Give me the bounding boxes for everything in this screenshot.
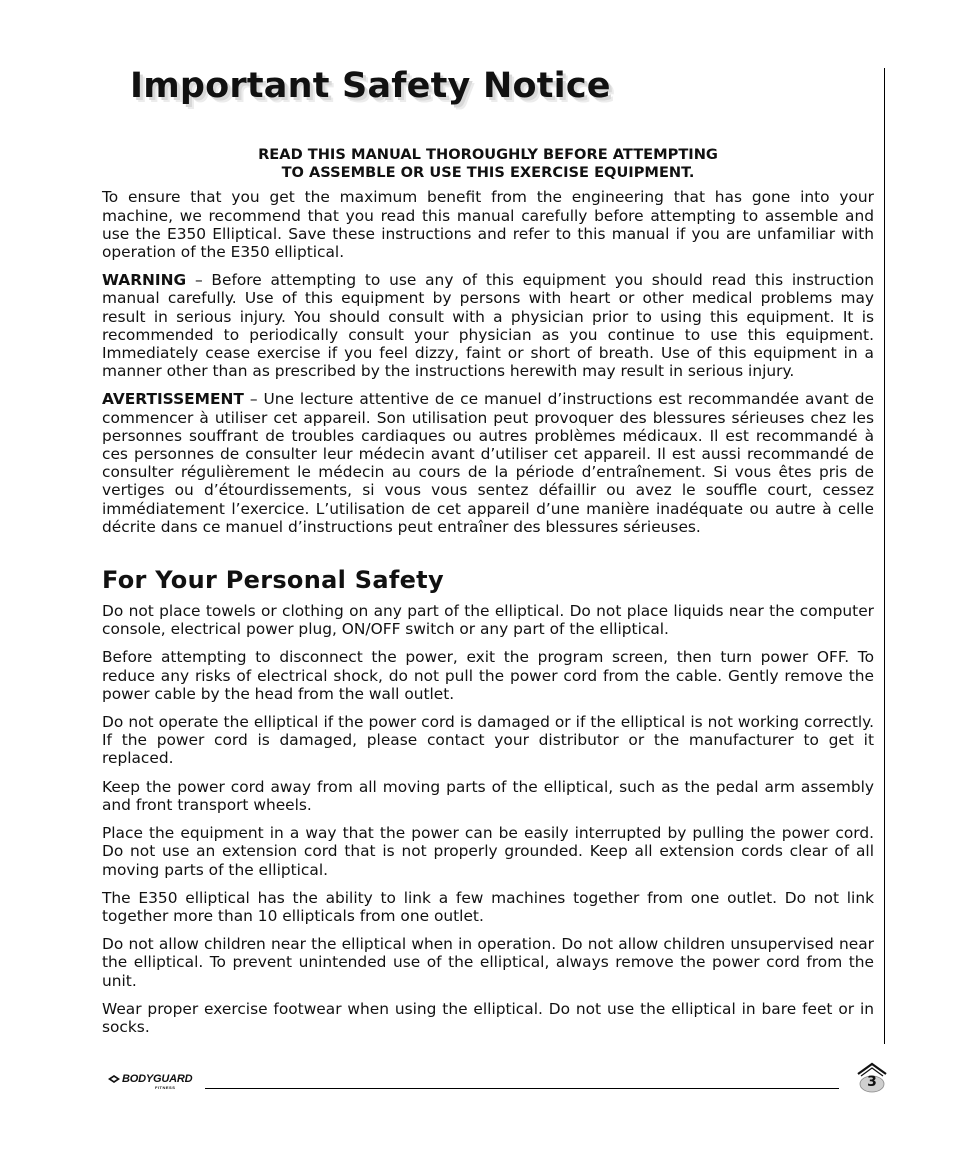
page-number: 3	[867, 1074, 877, 1090]
read-notice-line-2: TO ASSEMBLE OR USE THIS EXERCISE EQUIPMENT.	[281, 164, 695, 182]
warning-label: WARNING	[102, 271, 187, 290]
read-manual-notice	[102, 146, 874, 182]
footer-rule	[205, 1088, 839, 1089]
avertissement-paragraph	[102, 390, 874, 536]
safety-paragraph: Do not operate the elliptical if the power cord is damaged or if the elliptical is not working correctly. If the power cord is damaged, please contact your distributor or the manufacturer to get it replaced.	[102, 713, 874, 768]
warning-text: – Before attempting to use any of this equipment you should read this instruction manual carefully. Use of this equipment by persons with heart or other medical problems may result in serious injury. You should consult with a physician prior to using this equipment. It is recommended to periodically consult your physician as you continue to use this equipment. Immediately cease exercise if you feel dizzy, faint or short of breath. Use of this equipment in a manner other than as prescribed by the instructions herewith may result in serious injury.	[102, 271, 874, 381]
section-heading: For Your Personal Safety	[102, 566, 444, 595]
safety-paragraph: Keep the power cord away from all moving parts of the elliptical, such as the pedal arm assembly and front transport wheels.	[102, 777, 874, 814]
logo-subtext: FITNESS	[155, 1085, 176, 1090]
bodyguard-mark-icon	[107, 1074, 121, 1084]
logo-wordmark: BODYGUARD	[122, 1073, 193, 1085]
intro-paragraph: To ensure that you get the maximum benefit from the engineering that has gone into your machine, we recommend that you read this manual carefully before attempting to assemble and use the E350 Elliptical. Save these instructions and refer to this manual if you are unfamiliar with operation of the E350 elliptical.	[102, 188, 874, 262]
safety-paragraph: The E350 elliptical has the ability to link a few machines together from one outlet. Do not link together more than 10 ellipticals from one outlet.	[102, 888, 874, 925]
read-notice-line-1: READ THIS MANUAL THOROUGHLY BEFORE ATTEMPTING	[258, 146, 718, 163]
safety-paragraph: Wear proper exercise footwear when using the elliptical. Do not use the elliptical in bare feet or in socks.	[102, 999, 874, 1036]
avertissement-label: AVERTISSEMENT	[102, 390, 244, 409]
page-title: Important Safety Notice	[130, 66, 611, 106]
safety-paragraph: Do not allow children near the elliptical when in operation. Do not allow children unsupervised near the elliptical. To prevent unintended use of the elliptical, always remove the power cord from the unit.	[102, 935, 874, 990]
safety-paragraph: Before attempting to disconnect the power, exit the program screen, then turn power OFF. To reduce any risks of electrical shock, do not pull the power cord from the cable. Gently remove the power cable by the head from the wall outlet.	[102, 648, 874, 703]
safety-paragraph: Do not place towels or clothing on any part of the elliptical. Do not place liquids near the computer console, electrical power plug, ON/OFF switch or any part of the elliptical.	[102, 602, 874, 639]
warning-paragraph	[102, 271, 874, 380]
safety-paragraph: Place the equipment in a way that the power can be easily interrupted by pulling the power cord. Do not use an extension cord that is not properly grounded. Keep all extension cords clear of all moving parts of the elliptical.	[102, 824, 874, 879]
bodyguard-logo	[107, 1073, 193, 1090]
page-margin-rule	[884, 68, 885, 1044]
main-content	[102, 146, 874, 1046]
avertissement-text: – Une lecture attentive de ce manuel d’instructions est recommandée avant de commencer à utiliser cet appareil. Son utilisation peut provoquer des blessures sérieuses chez les personnes souffrant de troubles cardiaques ou autres problèmes médicaux. Il est recommandé à ces personnes de consulter leur médecin avant d’utiliser cet appareil. Il est aussi recommandé de consulter régulièrement le médecin au cours de la période d’entraînement. Si vous êtes pris de vertiges ou d’étourdissements, si vous vous sentez défaillir ou avez le souffle court, cessez immédiatement l’exercice. L’utilisation de cet appareil d’une manière inadéquate ou autre à celle décrite dans ce manuel d’instructions peut entraîner des blessures sérieuses.	[102, 390, 874, 536]
